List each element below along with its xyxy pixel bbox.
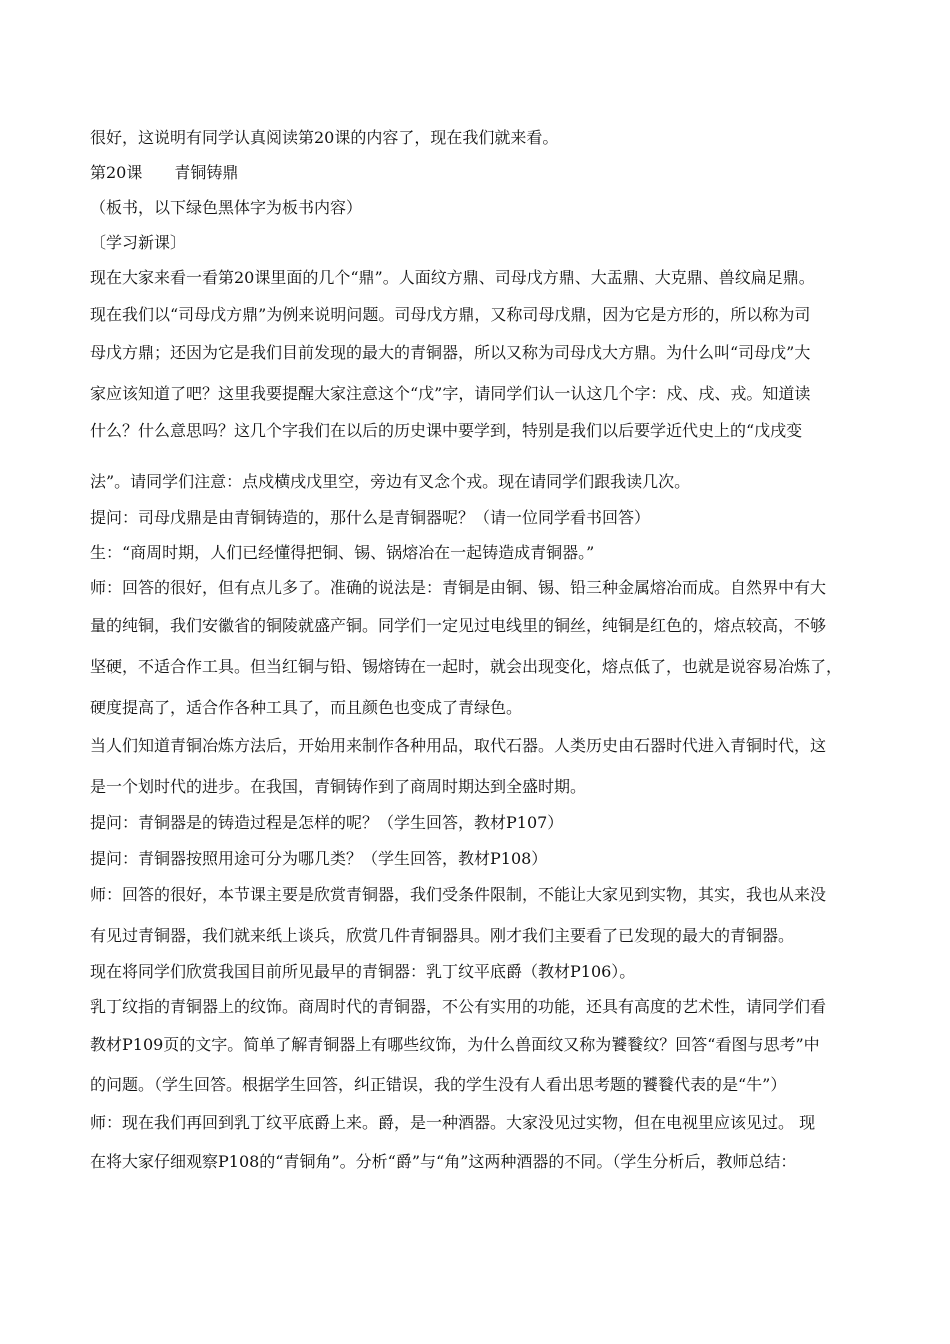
text-line: 有见过青铜器，我们就来纸上谈兵，欣赏几件青铜器具。刚才我们主要看了已发现的最大的青铜器。 xyxy=(90,926,795,945)
text-line: 量的纯铜，我们安徽省的铜陵就盛产铜。同学们一定见过电线里的铜丝，纯铜是红色的，熔点较高，不够 xyxy=(90,616,827,635)
text-line: 母戊方鼎；还因为它是我们目前发现的最大的青铜器，所以又称为司母戊大方鼎。为什么叫“司母戊”大 xyxy=(90,343,811,362)
text-line: 乳丁纹指的青铜器上的纹饰。商周时代的青铜器，不公有实用的功能，还具有高度的艺术性，请同学们看 xyxy=(90,997,827,1016)
text-line: 师：现在我们再回到乳丁纹平底爵上来。爵，是一种酒器。大家没见过实物，但在电视里应该见过。 现 xyxy=(90,1113,816,1132)
text-line: 教材P109页的文字。简单了解青铜器上有哪些纹饰，为什么兽面纹又称为饕餮纹？回答“看图与思考”中 xyxy=(90,1035,820,1054)
text-line: 很好，这说明有同学认真阅读第20课的内容了，现在我们就来看。 xyxy=(90,128,559,147)
text-line: 什么？什么意思吗？这几个字我们在以后的历史课中要学到，特别是我们以后要学近代史上的“戊戌变 xyxy=(90,421,803,440)
text-line: 师：回答的很好，本节课主要是欣赏青铜器，我们受条件限制，不能让大家见到实物，其实，我也从来没 xyxy=(90,885,827,904)
text-line: 当人们知道青铜冶炼方法后，开始用来制作各种用品，取代石器。人类历史由石器时代进入青铜时代，这 xyxy=(90,736,827,755)
text-line: 在将大家仔细观察P108的“青铜角”。分析“爵”与“角”这两种酒器的不同。（学生分析后，教师总结： xyxy=(90,1152,797,1171)
text-line: 是一个划时代的进步。在我国，青铜铸作到了商周时期达到全盛时期。 xyxy=(90,777,587,796)
text-line: 的问题。（学生回答。根据学生回答，纠正错误，我的学生没有人看出思考题的饕餮代表的是“牛”） xyxy=(90,1075,787,1094)
lesson-title: 第20课 青铜铸鼎 xyxy=(90,163,239,182)
text-line: 提问：青铜器按照用途可分为哪几类？（学生回答，教材P108） xyxy=(90,849,548,868)
text-line: 现在将同学们欣赏我国目前所见最早的青铜器：乳丁纹平底爵（教材P106）。 xyxy=(90,962,636,981)
text-line: 硬度提高了，适合作各种工具了，而且颜色也变成了青绿色。 xyxy=(90,698,523,717)
text-line: （板书，以下绿色黑体字为板书内容） xyxy=(90,198,363,217)
text-line: 家应该知道了吧？这里我要提醒大家注意这个“戊”字，请同学们认一认这几个字：戍、戌、戎。知道读 xyxy=(90,384,811,403)
text-line: 生：“商周时期，人们已经懂得把铜、锡、锅熔冶在一起铸造成青铜器。” xyxy=(90,543,595,562)
text-line: 提问：司母戊鼎是由青铜铸造的，那什么是青铜器呢？（请一位同学看书回答） xyxy=(90,508,651,527)
section-heading: 〔学习新课〕 xyxy=(90,233,187,252)
text-line: 师：回答的很好，但有点儿多了。准确的说法是：青铜是由铜、锡、铅三种金属熔冶而成。自然界中有大 xyxy=(90,578,827,597)
text-line: 坚硬，不适合作工具。但当红铜与铅、锡熔铸在一起时，就会出现变化，熔点低了，也就是说容易冶炼了， xyxy=(90,657,843,676)
text-line: 法”。请同学们注意：点戍横戌戊里空，旁边有叉念个戎。现在请同学们跟我读几次。 xyxy=(90,472,691,491)
text-line: 现在大家来看一看第20课里面的几个“鼎”。人面纹方鼎、司母戊方鼎、大盂鼎、大克鼎、兽纹扁足鼎。 xyxy=(90,268,815,287)
text-line: 提问：青铜器是的铸造过程是怎样的呢？（学生回答，教材P107） xyxy=(90,813,564,832)
text-line: 现在我们以“司母戊方鼎”为例来说明问题。司母戊方鼎，又称司母戊鼎，因为它是方形的，所以称为司 xyxy=(90,305,811,324)
